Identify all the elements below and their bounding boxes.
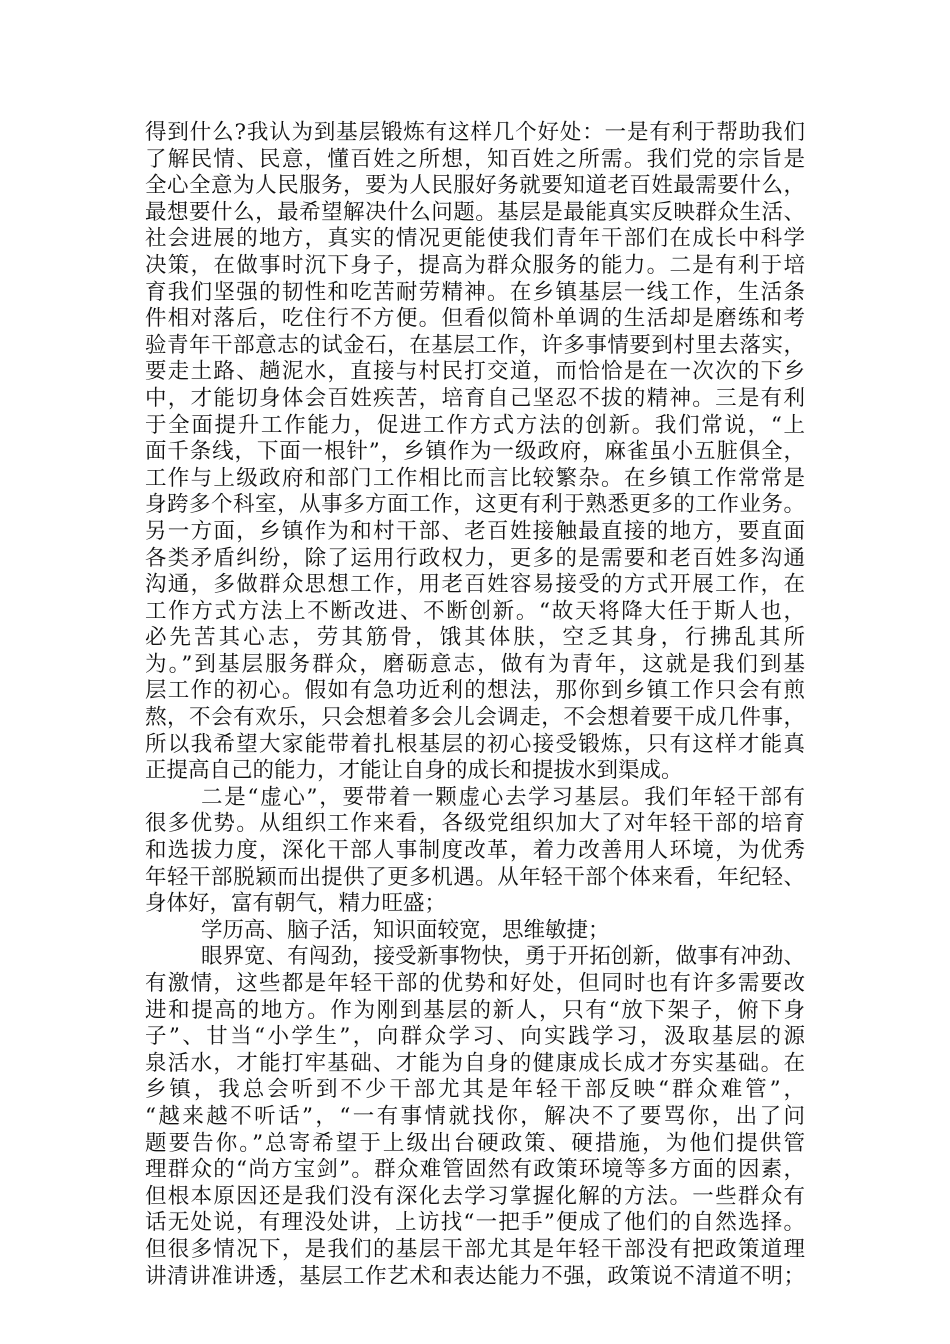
document-body — [145, 120, 805, 1290]
text-line: 最想要什么，最希望解决什么问题。基层是最能真实反映群众生活、 — [145, 199, 805, 225]
text-line: 工作方式方法上不断改进、不断创新。“故天将降大任于斯人也， — [145, 598, 805, 624]
text-line: 很多优势。从组织工作来看，各级党组织加大了对年轻干部的培育 — [145, 811, 805, 837]
text-line: 身体好，富有朝气，精力旺盛； — [145, 891, 447, 917]
text-line: 年轻干部脱颖而出提供了更多机遇。从年轻干部个体来看，年纪轻、 — [145, 864, 805, 890]
text-line: 讲清讲准讲透，基层工作艺术和表达能力不强，政策说不清道不明； — [145, 1263, 805, 1289]
text-line: 层工作的初心。假如有急功近利的想法，那你到乡镇工作只会有煎 — [145, 678, 805, 704]
text-line: 了解民情、民意，懂百姓之所想，知百姓之所需。我们党的宗旨是 — [145, 146, 805, 172]
text-line: 面千条线，下面一根针”，乡镇作为一级政府，麻雀虽小五脏俱全， — [145, 439, 805, 465]
text-line: 学历高、脑子活，知识面较宽，思维敏捷； — [201, 917, 610, 943]
text-line: 子”、甘当“小学生”，向群众学习、向实践学习，汲取基层的源 — [145, 1024, 805, 1050]
text-line: 必先苦其心志，劳其筋骨，饿其体肤，空乏其身，行拂乱其所 — [145, 625, 805, 651]
text-line: 要走土路、趟泥水，直接与村民打交道，而恰恰是在一次次的下乡 — [145, 359, 805, 385]
text-line: 工作与上级政府和部门工作相比而言比较繁杂。在乡镇工作常常是 — [145, 465, 805, 491]
text-line: “越来越不听话”，“一有事情就找你，解决不了要骂你，出了问 — [145, 1103, 805, 1129]
text-line: 件相对落后，吃住行不方便。但看似简朴单调的生活却是磨练和考 — [145, 306, 805, 332]
text-line: 育我们坚强的韧性和吃苦耐劳精神。在乡镇基层一线工作，生活条 — [145, 279, 805, 305]
text-line: 题要告你。”总寄希望于上级出台硬政策、硬措施，为他们提供管 — [145, 1130, 805, 1156]
text-line: 得到什么?我认为到基层锻炼有这样几个好处：一是有利于帮助我们 — [145, 120, 805, 145]
text-line: 身跨多个科室，从事多方面工作，这更有利于熟悉更多的工作业务。 — [145, 492, 805, 518]
text-line: 二是“虚心”，要带着一颗虚心去学习基层。我们年轻干部有 — [201, 784, 805, 810]
text-line: 中，才能切身体会百姓疾苦，培育自己坚忍不拔的精神。三是有利 — [145, 385, 805, 411]
text-line: 熬，不会有欢乐，只会想着多会儿会调走，不会想着要干成几件事， — [145, 705, 805, 731]
text-line: 于全面提升工作能力，促进工作方式方法的创新。我们常说，“上 — [145, 412, 805, 438]
text-line: 有激情，这些都是年轻干部的优势和好处，但同时也有许多需要改 — [145, 971, 805, 996]
text-line: 决策，在做事时沉下身子，提高为群众服务的能力。二是有利于培 — [145, 252, 805, 278]
text-line: 泉活水，才能打牢基础、才能为自身的健康成长成才夯实基础。在 — [145, 1050, 805, 1076]
text-line: 社会进展的地方，真实的情况更能使我们青年干部们在成长中科学 — [145, 226, 805, 252]
text-line: 进和提高的地方。作为刚到基层的新人，只有“放下架子，俯下身 — [145, 997, 805, 1023]
text-line: 所以我希望大家能带着扎根基层的初心接受锻炼，只有这样才能真 — [145, 731, 805, 757]
text-line: 为。”到基层服务群众，磨砺意志，做有为青年，这就是我们到基 — [145, 651, 805, 677]
text-line: 但根本原因还是我们没有深化去学习掌握化解的方法。一些群众有 — [145, 1183, 805, 1209]
text-line: 但很多情况下，是我们的基层干部尤其是年轻干部没有把政策道理 — [145, 1236, 805, 1262]
text-line: 和选拔力度，深化干部人事制度改革，着力改善用人环境，为优秀 — [145, 838, 805, 864]
text-line: 话无处说，有理没处讲，上访找“一把手”便成了他们的自然选择。 — [145, 1210, 805, 1236]
text-line: 全心全意为人民服务，要为人民服好务就要知道老百姓最需要什么， — [145, 173, 805, 199]
text-line: 验青年干部意志的试金石，在基层工作，许多事情要到村里去落实， — [145, 332, 805, 358]
text-line: 理群众的“尚方宝剑”。群众难管固然有政策环境等多方面的因素， — [145, 1157, 805, 1183]
text-line: 乡镇，我总会听到不少干部尤其是年轻干部反映“群众难管”， — [145, 1077, 805, 1103]
text-line: 眼界宽、有闯劲，接受新事物快，勇于开拓创新，做事有冲劲、 — [201, 944, 805, 970]
text-line: 沟通，多做群众思想工作，用老百姓容易接受的方式开展工作，在 — [145, 572, 805, 598]
text-line: 各类矛盾纠纷，除了运用行政权力，更多的是需要和老百姓多沟通 — [145, 545, 805, 571]
text-line: 另一方面，乡镇作为和村干部、老百姓接触最直接的地方，要直面 — [145, 518, 805, 544]
text-line: 正提高自己的能力，才能让自身的成长和提拔水到渠成。 — [145, 758, 683, 784]
